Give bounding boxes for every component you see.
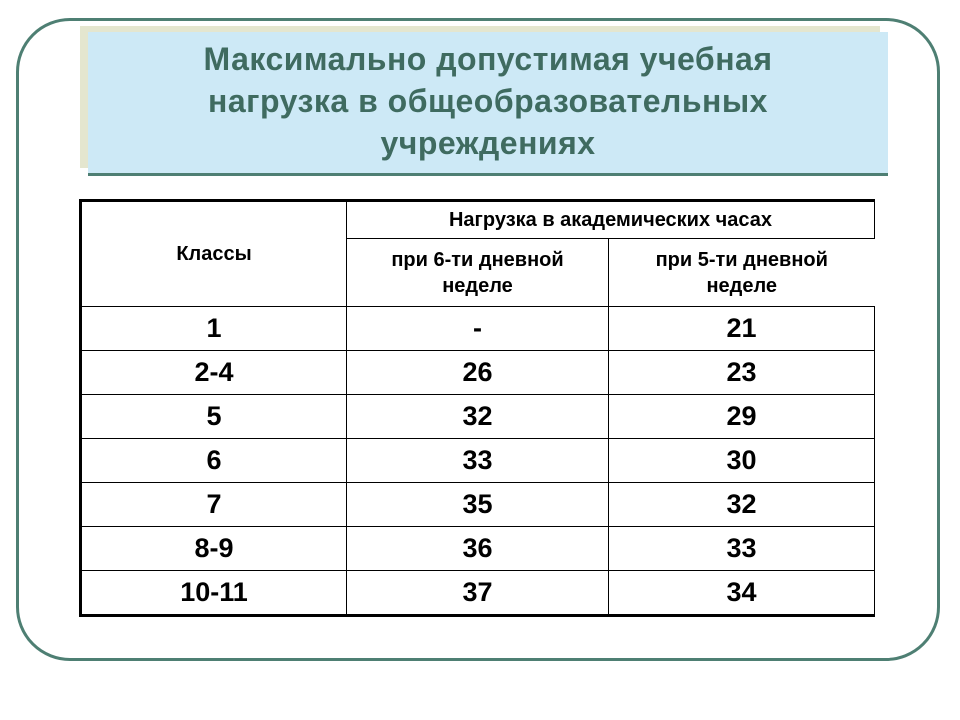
grade-cell: 2-4 [81,351,347,395]
grade-cell: 5 [81,395,347,439]
header-academic-hours: Нагрузка в академических часах [347,201,875,239]
slide-title: Максимально допустимая учебная нагрузка в общеобразовательных учреждениях [203,40,773,161]
table-row [81,483,875,527]
grade-cell: 10-11 [81,571,347,616]
five-day-cell: 34 [609,571,875,616]
header-five-day-week: при 5-ти дневной неделе [609,239,875,307]
grade-cell: 1 [81,307,347,351]
grade-cell: 8-9 [81,527,347,571]
table-row [81,307,875,351]
grade-cell: 6 [81,439,347,483]
table-row [81,571,875,616]
six-day-cell: 35 [347,483,609,527]
table-row [81,395,875,439]
header-classes: Классы [81,201,347,307]
load-table [79,199,875,617]
six-day-cell: - [347,307,609,351]
six-day-cell: 37 [347,571,609,616]
six-day-cell: 33 [347,439,609,483]
title-box [88,32,888,176]
table-row [81,351,875,395]
table-row [81,527,875,571]
five-day-cell: 23 [609,351,875,395]
five-day-cell: 32 [609,483,875,527]
header-six-day-week: при 6-ти дневной неделе [347,239,609,307]
five-day-cell: 21 [609,307,875,351]
five-day-cell: 29 [609,395,875,439]
five-day-cell: 33 [609,527,875,571]
five-day-cell: 30 [609,439,875,483]
six-day-cell: 32 [347,395,609,439]
grade-cell: 7 [81,483,347,527]
table-row [81,439,875,483]
six-day-cell: 36 [347,527,609,571]
six-day-cell: 26 [347,351,609,395]
